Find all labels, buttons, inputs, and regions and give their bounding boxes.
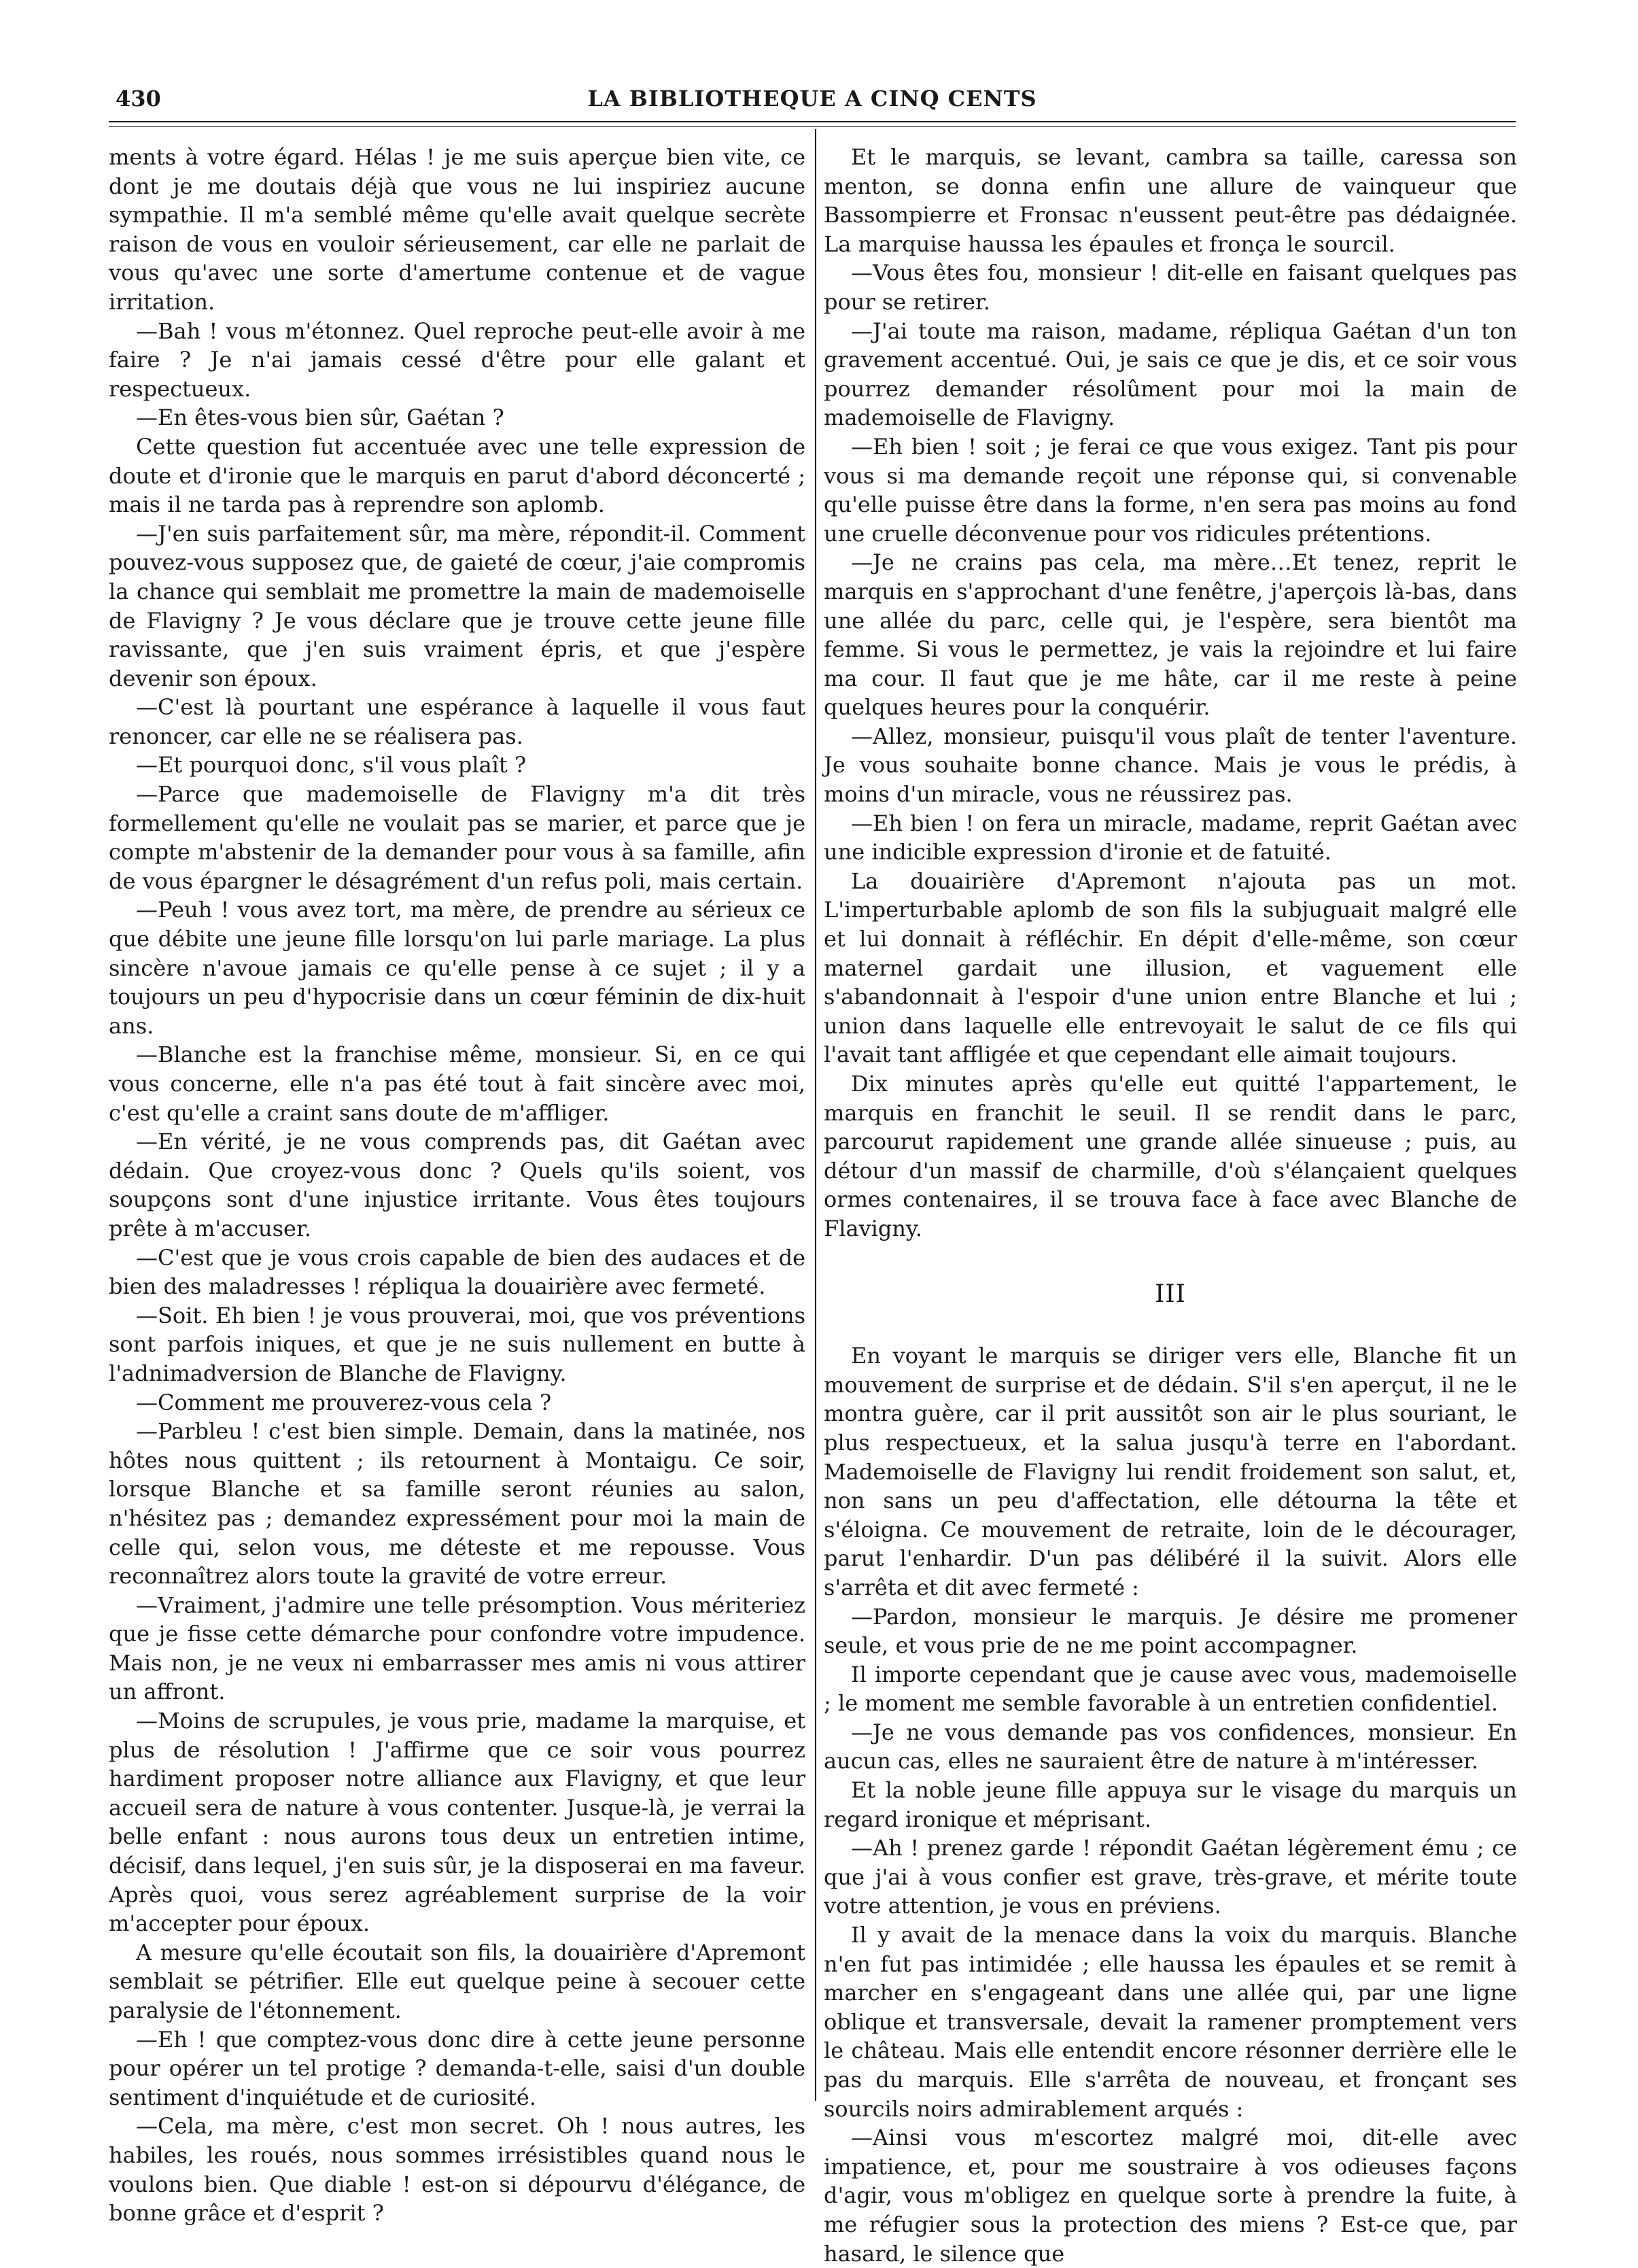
paragraph: —En êtes-vous bien sûr, Gaétan ?	[136, 405, 504, 431]
section-heading: III	[1155, 1279, 1186, 1308]
paragraph: —C'est que je vous crois capable de bien des audaces et de bien des maladresses ! répliqua la douairière avec fermeté.	[109, 1244, 805, 1300]
paragraph: —Et pourquoi donc, s'il vous plaît ?	[136, 752, 527, 778]
paragraph: Cette question fut accentuée avec une telle expression de doute et d'ironie que le marquis en parut d'abord déconcerté ; mais il ne tarda pas à reprendre son aplomb.	[109, 433, 805, 518]
paragraph: —C'est là pourtant une espérance à laquelle il vous faut renoncer, car elle ne se réalisera pas.	[109, 694, 805, 749]
paragraph: —Eh bien ! soit ; je ferai ce que vous exigez. Tant pis pour vous si ma demande reçoit une réponse qui, si convenable qu'elle puisse être dans la forme, n'en sera pas moins au fond une cruelle déconvenue pour vos ridicules prétentions.	[824, 433, 1517, 547]
page-header	[116, 86, 1509, 126]
paragraph: —Je ne crains pas cela, ma mère…Et tenez, reprit le marquis en s'approchant d'une fenêtre, j'aperçois là-bas, dans une allée du parc, celle qui, je l'espère, sera bientôt ma femme. Si vous le permettez, je vais la rejoindre et lui faire ma cour. Il faut que je me hâte, car il me reste à peine quelques heures pour la conquérir.	[824, 549, 1517, 721]
running-title: LA BIBLIOTHEQUE A CINQ CENTS	[587, 86, 1037, 111]
header-rule-thin	[109, 126, 1516, 127]
paragraph: —Parbleu ! c'est bien simple. Demain, dans la matinée, nos hôtes nous quittent ; ils retournent à Montaigu. Ce soir, lorsque Blanche et sa famille seront réunies au salon, n'hésitez pas ; demandez expressément pour moi la main de celle qui, selon vous, me déteste et me repousse. Vous reconnaîtrez alors toute la gravité de votre erreur.	[109, 1418, 805, 1590]
paragraph: Dix minutes après qu'elle eut quitté l'appartement, le marquis en franchit le seuil. Il se rendit dans le parc, parcourut rapidement une grande allée sinueuse ; puis, au détour d'un massif de charmille, d'où s'élançaient quelques ormes contenaires, il se trouva face à face avec Blanche de Flavigny.	[824, 1071, 1517, 1241]
paragraph: —Moins de scrupules, je vous prie, madame la marquise, et plus de résolution ! J'affirme que ce soir vous pourrez hardiment proposer notre alliance aux Flavigny, et que leur accueil sera de nature à vous contenter. Jusque-là, je verrai la belle enfant : nous aurons tous deux un entretien intime, décisif, dans lequel, j'en suis sûr, je la disposerai en ma faveur. Après quoi, vous serez agréablement surprise de la voir m'accepter pour époux.	[109, 1708, 805, 1937]
paragraph: —Soit. Eh bien ! je vous prouverai, moi, que vos préventions sont parfois iniques, et que je ne suis nullement en butte à l'adnimadversion de Blanche de Flavigny.	[109, 1302, 805, 1386]
paragraph: En voyant le marquis se diriger vers elle, Blanche fit un mouvement de surprise et de dédain. S'il s'en aperçut, il ne le montra guère, car il prit aussitôt son air le plus souriant, le plus respectueux, et la salua jusqu'à terre en l'abordant. Mademoiselle de Flavigny lui rendit froidement son salut, et, non sans un peu d'affectation, elle détourna la tête et s'éloigna. Ce mouvement de retraite, loin de le décourager, parut l'enhardir. D'un pas délibéré il la suivit. Alors elle s'arrêta et dit avec fermeté :	[824, 1343, 1517, 1600]
column-divider	[815, 129, 816, 2101]
paragraph: Et le marquis, se levant, cambra sa taille, caressa son menton, se donna enfin une allure de vainqueur que Bassompierre et Fronsac n'eussent peut-être pas dédaignée. La marquise haussa les épaules et fronça le sourcil.	[824, 144, 1517, 257]
paragraph: —J'ai toute ma raison, madame, répliqua Gaétan d'un ton gravement accentué. Oui, je sais ce que je dis, et ce soir vous pourrez demander résolûment pour moi la main de mademoiselle de Flavigny.	[824, 317, 1517, 431]
paragraph: Il y avait de la menace dans la voix du marquis. Blanche n'en fut pas intimidée ; elle haussa les épaules et se remit à marcher en s'engageant dans une allée qui, par une ligne oblique et transversale, devait la ramener promptement vers le château. Mais elle entendit encore résonner derrière elle le pas du marquis. Elle s'arrêta de nouveau, et fronçant ses sourcils noirs admirablement arqués :	[824, 1922, 1517, 2122]
paragraph: —Eh ! que comptez-vous donc dire à cette jeune personne pour opérer un tel protige ? demanda-t-elle, saisi d'un double sentiment d'inquiétude et de curiosité.	[109, 2026, 805, 2110]
paragraph: —Vous êtes fou, monsieur ! dit-elle en faisant quelques pas pour se retirer.	[824, 260, 1517, 315]
left-column	[109, 143, 805, 2227]
paragraph: A mesure qu'elle écoutait son fils, la douairière d'Apremont semblait se pétrifier. Elle eut quelque peine à secouer cette paralysie de l'étonnement.	[109, 1939, 805, 2023]
paragraph: —En vérité, je ne vous comprends pas, dit Gaétan avec dédain. Que croyez-vous donc ? Quels qu'ils soient, vos soupçons sont d'une injustice irritante. Vous êtes toujours prête à m'accuser.	[109, 1129, 805, 1241]
paragraph: Il importe cependant que je cause avec vous, mademoiselle ; le moment me semble favorable à un entretien confidentiel.	[824, 1661, 1517, 1717]
right-column	[824, 143, 1517, 2267]
paragraph: —Parce que mademoiselle de Flavigny m'a dit très formellement qu'elle ne voulait pas se marier, et parce que je compte m'abstenir de la demander pour vous à sa famille, afin de vous épargner le désagrément d'un refus poli, mais certain.	[109, 781, 805, 894]
paragraph: —J'en suis parfaitement sûr, ma mère, répondit-il. Comment pouvez-vous supposez que, de gaieté de cœur, j'aie compromis la chance qui semblait me promettre la main de mademoiselle de Flavigny ? Je vous déclare que je trouve cette jeune fille ravissante, que j'en suis vraiment épris, et que j'espère devenir son époux.	[109, 520, 805, 691]
paragraph: —Bah ! vous m'étonnez. Quel reproche peut-elle avoir à me faire ? Je n'ai jamais cessé d'être pour elle galant et respectueux.	[109, 317, 805, 402]
paragraph: —Allez, monsieur, puisqu'il vous plaît de tenter l'aventure. Je vous souhaite bonne chance. Mais je vous le prédis, à moins d'un miracle, vous ne réussirez pas.	[824, 723, 1517, 808]
paragraph: —Pardon, monsieur le marquis. Je désire me promener seule, et vous prie de ne me point accompagner.	[824, 1603, 1517, 1659]
paragraph: —Cela, ma mère, c'est mon secret. Oh ! nous autres, les habiles, les roués, nous sommes irrésistibles quand nous le voulons bien. Que diable ! est-on si dépourvu d'élégance, de bonne grâce et d'esprit ?	[109, 2113, 805, 2227]
paragraph: —Ah ! prenez garde ! répondit Gaétan légèrement ému ; ce que j'ai à vous confier est grave, très-grave, et mérite toute votre attention, je vous en préviens.	[824, 1835, 1517, 1919]
page-number: 430	[116, 86, 161, 111]
paragraph: —Ainsi vous m'escortez malgré moi, dit-elle avec impatience, et, pour me soustraire à vos odieuses façons d'agir, vous m'obligez en quelque sorte à prendre la fuite, à me réfugier sous la protection des miens ? Est-ce que, par hasard, le silence que	[824, 2125, 1517, 2267]
paragraph: —Vraiment, j'admire une telle présomption. Vous mériteriez que je fisse cette démarche pour confondre votre impudence. Mais non, je ne veux ni embarrasser mes amis ni vous attirer un affront.	[109, 1592, 805, 1705]
paragraph: —Eh bien ! on fera un miracle, madame, reprit Gaétan avec une indicible expression d'ironie et de fatuité.	[824, 810, 1517, 865]
paragraph: Et la noble jeune fille appuya sur le visage du marquis un regard ironique et méprisant.	[824, 1777, 1517, 1832]
paragraph: La douairière d'Apremont n'ajouta pas un mot. L'imperturbable aplomb de son fils la subjuguait malgré elle et lui donnait à réfléchir. En dépit d'elle-même, son cœur maternel gardait une illusion, et vaguement elle s'abandonnait à l'espoir d'une union entre Blanche et lui ; union dans laquelle elle entrevoyait le salut de ce fils qui l'avait tant affligée et que cependant elle aimait toujours.	[824, 867, 1517, 1068]
paragraph: —Peuh ! vous avez tort, ma mère, de prendre au sérieux ce que débite une jeune fille lorsqu'on lui parle mariage. La plus sincère n'avoue jamais ce qu'elle pense à ce sujet ; il y a toujours un peu d'hypocrisie dans un cœur féminin de dix-huit ans.	[109, 897, 805, 1039]
paragraph: ments à votre égard. Hélas ! je me suis aperçue bien vite, ce dont je me doutais déjà que vous ne lui inspiriez aucune sympathie. Il m'a semblé même qu'elle avait quelque secrète raison de vous en vouloir sérieusement, car elle ne parlait de vous qu'avec une sorte d'amertume contenue et de vague irritation.	[109, 144, 805, 315]
header-rule-thick	[109, 121, 1516, 122]
paragraph: —Blanche est la franchise même, monsieur. Si, en ce qui vous concerne, elle n'a pas été tout à fait sincère avec moi, c'est qu'elle a craint sans doute de m'affliger.	[109, 1042, 805, 1126]
paragraph: —Comment me prouverez-vous cela ?	[136, 1389, 552, 1415]
paragraph: —Je ne vous demande pas vos confidences, monsieur. En aucun cas, elles ne sauraient être de nature à m'intéresser.	[824, 1719, 1517, 1774]
